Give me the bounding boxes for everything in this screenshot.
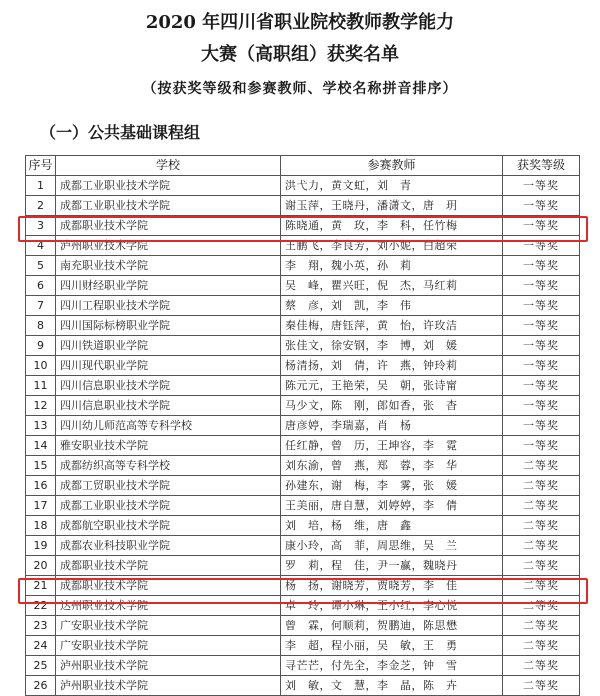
cell-teachers: 王美丽，唐自慧，刘婷婷，李 倩 bbox=[281, 496, 503, 516]
cell-school: 成都工贸职业技术学院 bbox=[56, 476, 281, 496]
cell-teachers: 曾 霖，何顺莉，贺鹏迪，陈思懋 bbox=[281, 616, 503, 636]
cell-school: 泸州职业技术学院 bbox=[56, 236, 281, 256]
title-line-1: 2020 年四川省职业院校教师教学能力 bbox=[145, 12, 455, 33]
cell-award: 一等奖 bbox=[503, 396, 580, 416]
cell-award: 一等奖 bbox=[503, 336, 580, 356]
cell-award: 一等奖 bbox=[503, 276, 580, 296]
header-school: 学校 bbox=[56, 156, 281, 176]
cell-school: 四川铁道职业学院 bbox=[56, 336, 281, 356]
table-row bbox=[26, 376, 580, 396]
cell-no: 2 bbox=[26, 196, 56, 216]
table-row bbox=[26, 516, 580, 536]
table-row bbox=[26, 496, 580, 516]
cell-award: 一等奖 bbox=[503, 176, 580, 196]
table-row bbox=[26, 456, 580, 476]
cell-award: 二等奖 bbox=[503, 476, 580, 496]
cell-school: 南充职业技术学院 bbox=[56, 256, 281, 276]
cell-school: 四川信息职业技术学院 bbox=[56, 396, 281, 416]
cell-school: 成都职业技术学院 bbox=[56, 576, 281, 596]
table-row bbox=[26, 556, 580, 576]
section-heading: （一）公共基础课程组 bbox=[40, 123, 201, 142]
cell-no: 9 bbox=[26, 336, 56, 356]
cell-no: 22 bbox=[26, 596, 56, 616]
cell-teachers: 张佳文，徐安钢，李 博，刘 媛 bbox=[281, 336, 503, 356]
subtitle: （按获奖等级和参赛教师、学校名称拼音排序） bbox=[142, 81, 458, 97]
table-row bbox=[26, 596, 580, 616]
cell-no: 12 bbox=[26, 396, 56, 416]
table-row bbox=[26, 236, 580, 256]
cell-no: 24 bbox=[26, 636, 56, 656]
cell-teachers: 卓 玲，谭小琳，王小红，李心悦 bbox=[281, 596, 503, 616]
cell-no: 25 bbox=[26, 656, 56, 676]
cell-award: 二等奖 bbox=[503, 576, 580, 596]
cell-no: 18 bbox=[26, 516, 56, 536]
cell-teachers: 蔡 彦，刘 凯，李 伟 bbox=[281, 296, 503, 316]
award-table-body bbox=[26, 156, 580, 696]
cell-no: 11 bbox=[26, 376, 56, 396]
cell-award: 一等奖 bbox=[503, 216, 580, 236]
cell-no: 6 bbox=[26, 276, 56, 296]
cell-school: 广安职业技术学院 bbox=[56, 636, 281, 656]
header-teachers: 参赛教师 bbox=[281, 156, 503, 176]
cell-award: 一等奖 bbox=[503, 256, 580, 276]
header-no: 序号 bbox=[26, 156, 56, 176]
table-row bbox=[26, 216, 580, 236]
cell-school: 四川信息职业技术学院 bbox=[56, 376, 281, 396]
cell-no: 14 bbox=[26, 436, 56, 456]
table-row bbox=[26, 636, 580, 656]
cell-teachers: 任红静，曾 历，王坤容，李 霓 bbox=[281, 436, 503, 456]
cell-school: 达州职业技术学院 bbox=[56, 596, 281, 616]
cell-school: 四川国际标榜职业学院 bbox=[56, 316, 281, 336]
header-award: 获奖等级 bbox=[503, 156, 580, 176]
cell-award: 二等奖 bbox=[503, 516, 580, 536]
cell-school: 成都职业技术学院 bbox=[56, 556, 281, 576]
cell-teachers: 康小玲，高 菲，周思维，吴 兰 bbox=[281, 536, 503, 556]
cell-award: 一等奖 bbox=[503, 356, 580, 376]
cell-school: 成都航空职业技术学院 bbox=[56, 516, 281, 536]
cell-teachers: 刘 敏，文 慧，李 晶，陈 卉 bbox=[281, 676, 503, 696]
table-row bbox=[26, 656, 580, 676]
cell-teachers: 王鹏飞，李良芳，刘小妮，白超荣 bbox=[281, 236, 503, 256]
table-row bbox=[26, 176, 580, 196]
cell-no: 17 bbox=[26, 496, 56, 516]
cell-award: 二等奖 bbox=[503, 656, 580, 676]
cell-school: 成都工业职业技术学院 bbox=[56, 496, 281, 516]
cell-no: 26 bbox=[26, 676, 56, 696]
cell-award: 一等奖 bbox=[503, 316, 580, 336]
cell-school: 泸州职业技术学院 bbox=[56, 656, 281, 676]
table-row bbox=[26, 196, 580, 216]
cell-teachers: 陈元元，王艳荣，吴 朝，张诗甯 bbox=[281, 376, 503, 396]
cell-award: 二等奖 bbox=[503, 596, 580, 616]
cell-no: 19 bbox=[26, 536, 56, 556]
cell-teachers: 马少文，陈 刚，郎如香，张 杳 bbox=[281, 396, 503, 416]
cell-no: 13 bbox=[26, 416, 56, 436]
cell-teachers: 孙建东，谢 梅，李 雾，张 媛 bbox=[281, 476, 503, 496]
table-row bbox=[26, 436, 580, 456]
cell-teachers: 李 翔，魏小英，孙 莉 bbox=[281, 256, 503, 276]
cell-teachers: 唐彦婷，李瑞嘉，肖 杨 bbox=[281, 416, 503, 436]
cell-no: 7 bbox=[26, 296, 56, 316]
title-line-2: 大赛（高职组）获奖名单 bbox=[201, 44, 399, 65]
cell-award: 二等奖 bbox=[503, 456, 580, 476]
cell-award: 二等奖 bbox=[503, 616, 580, 636]
table-row bbox=[26, 576, 580, 596]
cell-teachers: 洪弋力，黄文虹，刘 青 bbox=[281, 176, 503, 196]
cell-teachers: 李 超，程小丽，吴 敏，王 勇 bbox=[281, 636, 503, 656]
cell-award: 一等奖 bbox=[503, 436, 580, 456]
table-row bbox=[26, 416, 580, 436]
cell-teachers: 秦佳梅，唐钰萍，黄 怡，许玫洁 bbox=[281, 316, 503, 336]
table-row bbox=[26, 476, 580, 496]
cell-school: 成都工业职业技术学院 bbox=[56, 176, 281, 196]
cell-no: 5 bbox=[26, 256, 56, 276]
cell-teachers: 杨清扬，刘 倩，许 燕，钟玲莉 bbox=[281, 356, 503, 376]
cell-no: 20 bbox=[26, 556, 56, 576]
cell-no: 8 bbox=[26, 316, 56, 336]
cell-school: 成都纺织高等专科学校 bbox=[56, 456, 281, 476]
cell-award: 一等奖 bbox=[503, 416, 580, 436]
cell-teachers: 罗 莉，程 佳，尹一赢，魏晓丹 bbox=[281, 556, 503, 576]
cell-award: 一等奖 bbox=[503, 196, 580, 216]
cell-award: 二等奖 bbox=[503, 536, 580, 556]
cell-no: 15 bbox=[26, 456, 56, 476]
table-row bbox=[26, 296, 580, 316]
cell-no: 21 bbox=[26, 576, 56, 596]
cell-teachers: 寻芒芒，付先全，李金芝，钟 雪 bbox=[281, 656, 503, 676]
cell-award: 一等奖 bbox=[503, 376, 580, 396]
table-row bbox=[26, 336, 580, 356]
cell-no: 10 bbox=[26, 356, 56, 376]
cell-teachers: 陈晓通，黄 玫，李 科，任竹梅 bbox=[281, 216, 503, 236]
cell-no: 23 bbox=[26, 616, 56, 636]
cell-no: 4 bbox=[26, 236, 56, 256]
table-row bbox=[26, 256, 580, 276]
cell-teachers: 吴 峰，瞿兴旺，倪 杰，马红莉 bbox=[281, 276, 503, 296]
cell-school: 四川财经职业学院 bbox=[56, 276, 281, 296]
cell-school: 四川幼儿师范高等专科学校 bbox=[56, 416, 281, 436]
cell-school: 成都农业科技职业学院 bbox=[56, 536, 281, 556]
cell-award: 二等奖 bbox=[503, 636, 580, 656]
cell-school: 泸州职业技术学院 bbox=[56, 676, 281, 696]
cell-school: 广安职业技术学院 bbox=[56, 616, 281, 636]
cell-teachers: 杨 扬，谢晓芳，贾晓芳，李 佳 bbox=[281, 576, 503, 596]
cell-school: 四川现代职业学院 bbox=[56, 356, 281, 376]
cell-teachers: 刘东渝，曾 燕，郑 蓉，李 华 bbox=[281, 456, 503, 476]
table-row bbox=[26, 316, 580, 336]
cell-teachers: 刘 培，杨 维，唐 鑫 bbox=[281, 516, 503, 536]
cell-school: 成都职业技术学院 bbox=[56, 216, 281, 236]
cell-award: 二等奖 bbox=[503, 676, 580, 696]
table-row bbox=[26, 536, 580, 556]
cell-school: 雅安职业技术学院 bbox=[56, 436, 281, 456]
cell-teachers: 谢玉萍，王晓丹，潘潇文，唐 玥 bbox=[281, 196, 503, 216]
cell-no: 1 bbox=[26, 176, 56, 196]
table-row bbox=[26, 276, 580, 296]
table-row bbox=[26, 356, 580, 376]
cell-award: 二等奖 bbox=[503, 496, 580, 516]
table-row bbox=[26, 676, 580, 696]
award-table bbox=[25, 155, 580, 696]
cell-no: 16 bbox=[26, 476, 56, 496]
cell-award: 二等奖 bbox=[503, 556, 580, 576]
table-row bbox=[26, 616, 580, 636]
cell-school: 四川工程职业技术学院 bbox=[56, 296, 281, 316]
table-row bbox=[26, 396, 580, 416]
cell-award: 一等奖 bbox=[503, 236, 580, 256]
table-header-row bbox=[26, 156, 580, 176]
cell-school: 成都工业职业技术学院 bbox=[56, 196, 281, 216]
cell-award: 一等奖 bbox=[503, 296, 580, 316]
cell-no: 3 bbox=[26, 216, 56, 236]
